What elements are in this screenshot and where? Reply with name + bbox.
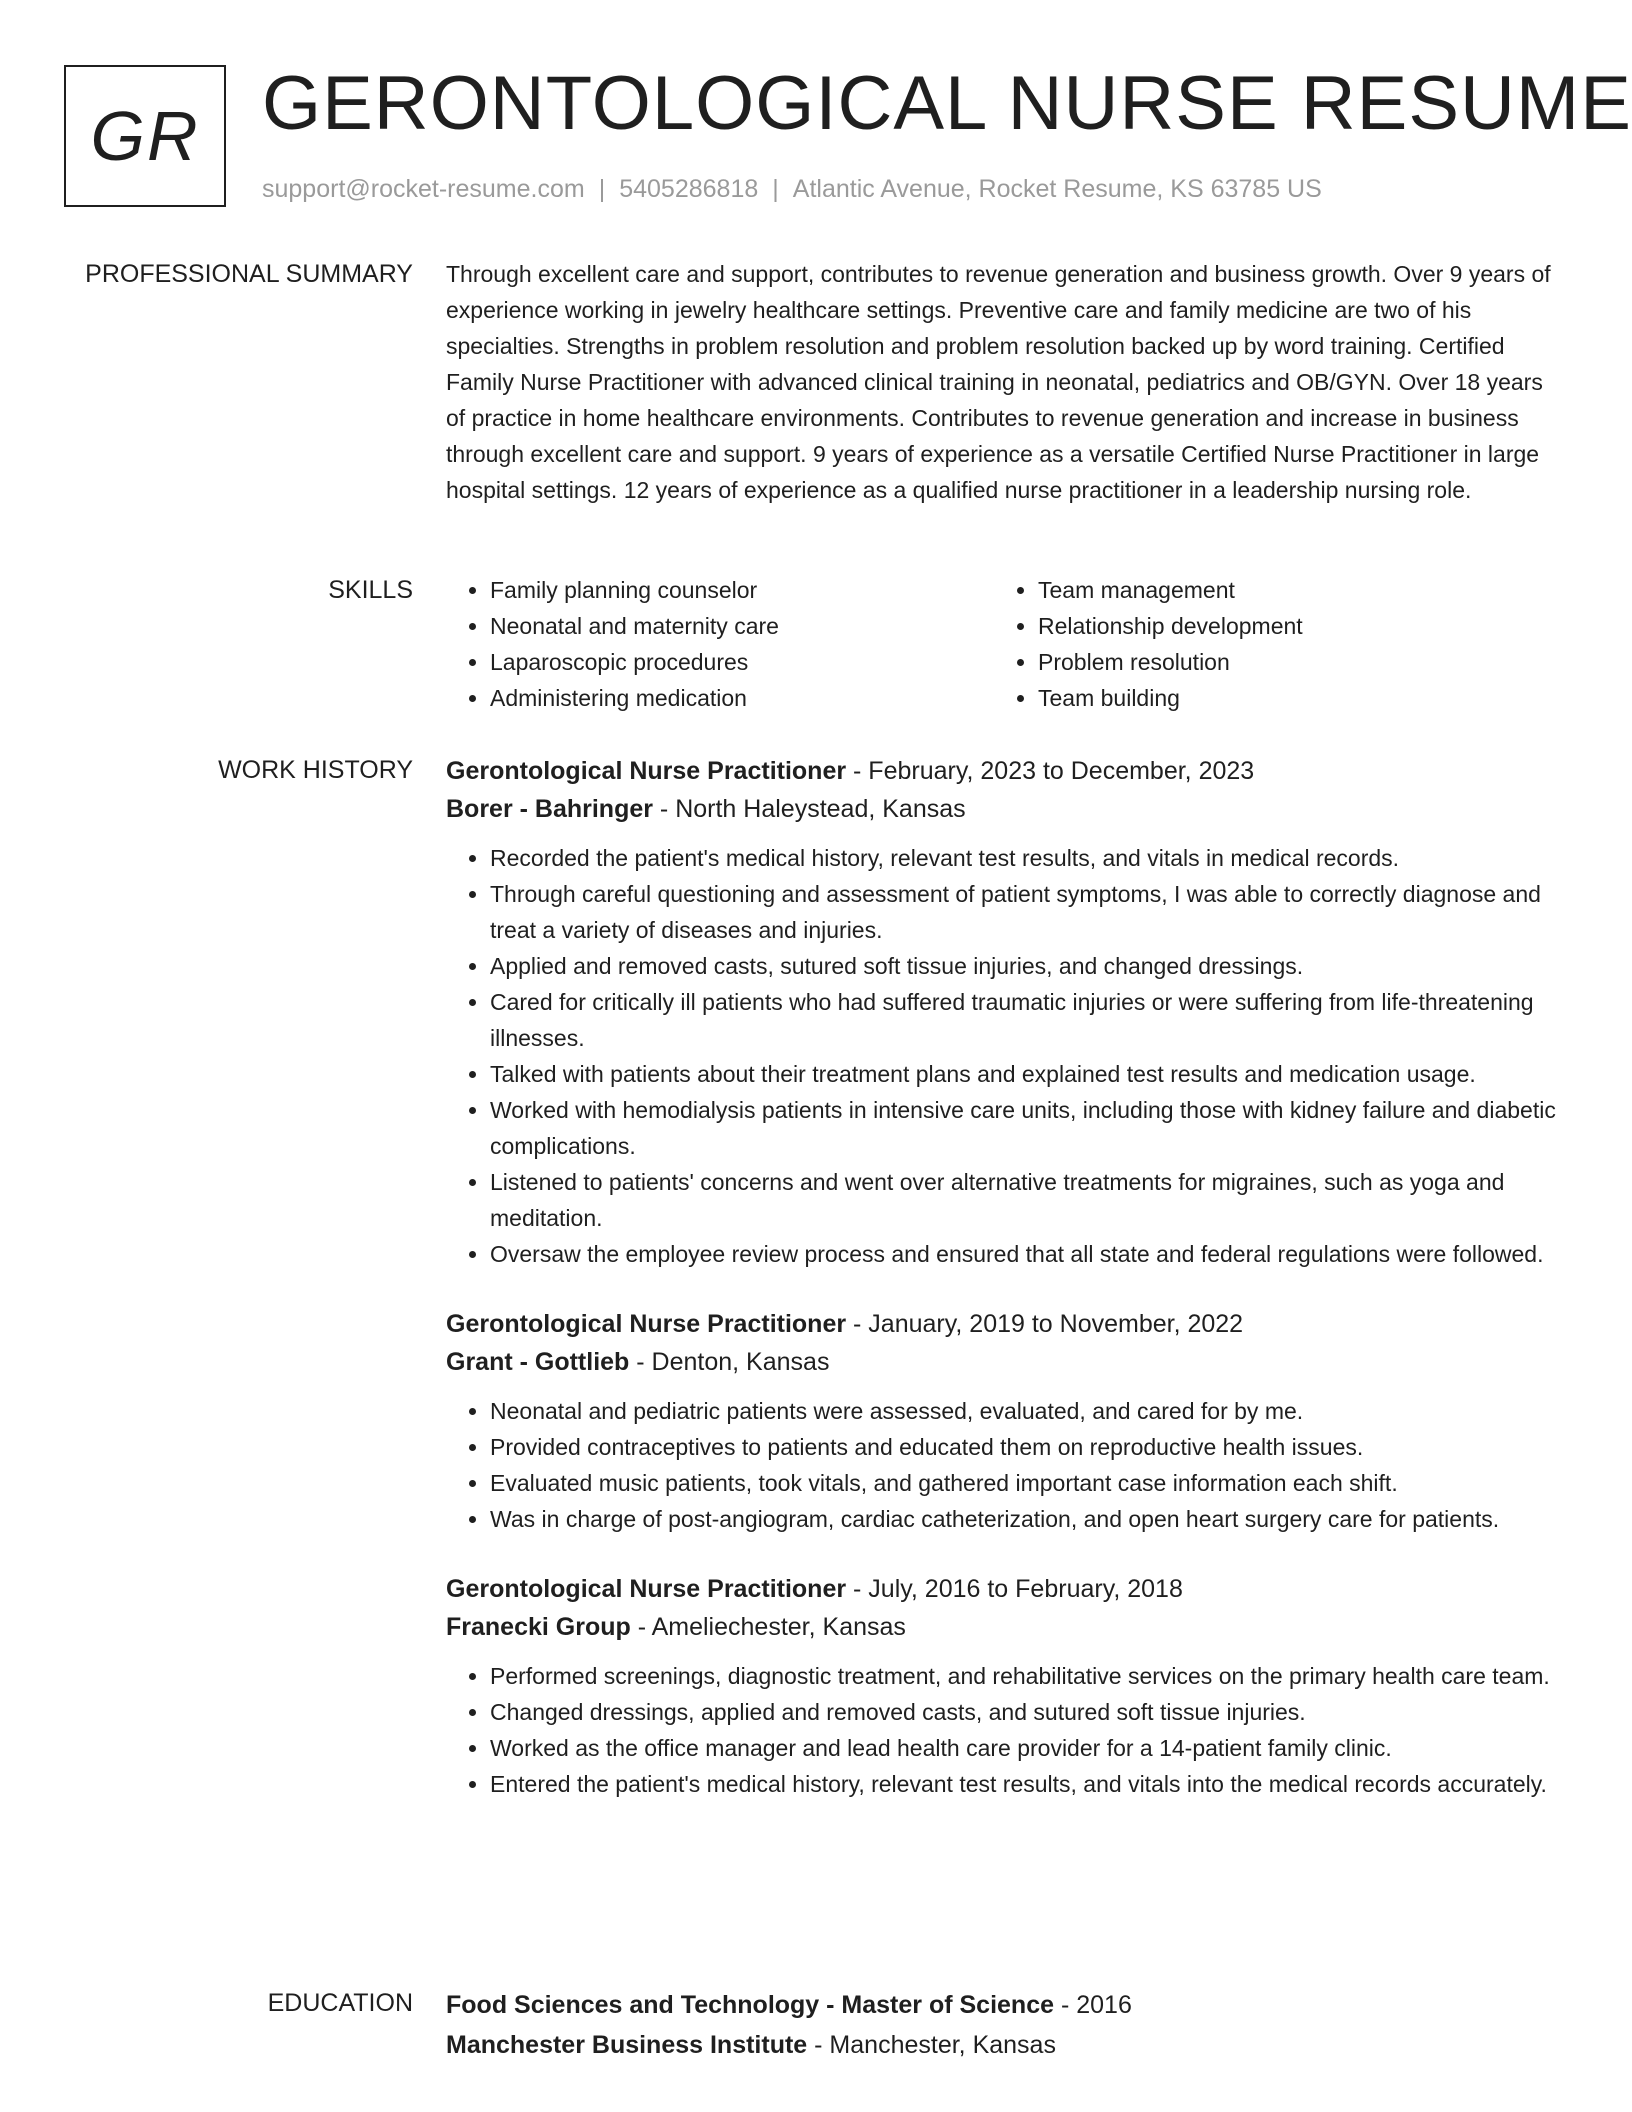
section-label: PROFESSIONAL SUMMARY <box>85 260 413 288</box>
job-company-line <box>446 1343 1566 1381</box>
job-entry <box>446 752 1566 1272</box>
job-bullets <box>446 1393 1566 1537</box>
contact-phone[interactable]: 5405286818 <box>619 175 759 203</box>
section-label: SKILLS <box>328 576 413 604</box>
job-dates: - July, 2016 to February, 2018 <box>846 1575 1183 1603</box>
section-label: WORK HISTORY <box>218 756 413 784</box>
skill-item: • Relationship development <box>1038 608 1542 644</box>
education-year: - 2016 <box>1054 1991 1132 2019</box>
job-bullet: • Entered the patient's medical history, relevant test results, and vitals into the medical records accurately. <box>490 1766 1566 1802</box>
job-bullet: • Applied and removed casts, sutured soft tissue injuries, and changed dressings. <box>490 948 1566 984</box>
job-title: Gerontological Nurse Practitioner <box>446 1575 847 1603</box>
job-bullet: • Through careful questioning and assessment of patient symptoms, I was able to correctly diagnose and treat a variety of diseases and injuries. <box>490 876 1566 948</box>
job-title: Gerontological Nurse Practitioner <box>446 757 847 785</box>
job-bullet: • Talked with patients about their treatment plans and explained test results and medication usage. <box>490 1056 1566 1092</box>
job-dates: - February, 2023 to December, 2023 <box>846 757 1255 785</box>
job-company-line <box>446 1608 1566 1646</box>
education-degree: Food Sciences and Technology - Master of Science <box>446 1991 1055 2019</box>
job-bullet: • Listened to patients' concerns and went over alternative treatments for migraines, such as yoga and meditation. <box>490 1164 1566 1236</box>
skills-list-left <box>446 572 994 716</box>
job-bullet: • Oversaw the employee review process and ensured that all state and federal regulations were followed. <box>490 1236 1566 1272</box>
education-body <box>446 1985 1566 2098</box>
education-school: Manchester Business Institute <box>446 2031 808 2059</box>
job-bullet: • Worked with hemodialysis patients in intensive care units, including those with kidney failure and diabetic complications. <box>490 1092 1566 1164</box>
monogram-text: GR <box>90 97 200 175</box>
work-body <box>446 752 1566 1835</box>
section-label: EDUCATION <box>267 1989 413 2017</box>
resume-title: GERONTOLOGICAL NURSE RESUME <box>262 61 1632 146</box>
job-bullet: • Cared for critically ill patients who had suffered traumatic injuries or were suffering from life-threatening illnesses. <box>490 984 1566 1056</box>
job-dates: - January, 2019 to November, 2022 <box>846 1310 1244 1338</box>
job-bullet: • Provided contraceptives to patients and educated them on reproductive health issues. <box>490 1429 1566 1465</box>
job-title-line <box>446 1570 1566 1608</box>
contact-email[interactable]: support@rocket-resume.com <box>262 175 585 203</box>
job-company: Grant - Gottlieb <box>446 1348 630 1376</box>
skill-item: • Problem resolution <box>1038 644 1542 680</box>
education-location: - Manchester, Kansas <box>807 2031 1056 2059</box>
job-bullet: • Worked as the office manager and lead health care provider for a 14-patient family clinic. <box>490 1730 1566 1766</box>
job-bullet: • Performed screenings, diagnostic treatment, and rehabilitative services on the primary health care team. <box>490 1658 1566 1694</box>
skills-body <box>446 572 1566 716</box>
contact-line <box>262 174 1322 204</box>
education-entry <box>446 1985 1566 2065</box>
job-title: Gerontological Nurse Practitioner <box>446 1310 847 1338</box>
job-bullet: • Recorded the patient's medical history, relevant test results, and vitals in medical records. <box>490 840 1566 876</box>
education-school-line <box>446 2025 1566 2065</box>
skill-item: • Team management <box>1038 572 1542 608</box>
skill-item: • Neonatal and maternity care <box>490 608 994 644</box>
job-location: - Denton, Kansas <box>629 1348 830 1376</box>
skill-item: • Administering medication <box>490 680 994 716</box>
summary-text: Through excellent care and support, contributes to revenue generation and business growth. Over 9 years of experience working in jewelry healthcare settings. Preventive care and family medicine are two of his specialties. Strengths in problem resolution and problem resolution backed up by word training. Certified Family Nurse Practitioner with advanced clinical training in neonatal, pediatrics and OB/GYN. Over 18 years of practice in home healthcare environments. Contributes to revenue generation and increase in business through excellent care and support. 9 years of experience as a versatile Certified Nurse Practitioner in large hospital settings. 12 years of experience as a qualified nurse practitioner in a leadership nursing role. <box>446 261 1551 503</box>
job-bullet: • Was in charge of post-angiogram, cardiac catheterization, and open heart surgery care for patients. <box>490 1501 1566 1537</box>
job-entry <box>446 1570 1566 1802</box>
job-bullet: • Changed dressings, applied and removed casts, and sutured soft tissue injuries. <box>490 1694 1566 1730</box>
job-location: - Ameliechester, Kansas <box>630 1613 906 1641</box>
monogram-badge <box>64 65 226 207</box>
summary-body <box>446 256 1566 508</box>
job-bullet: • Evaluated music patients, took vitals, and gathered important case information each shift. <box>490 1465 1566 1501</box>
job-bullets <box>446 840 1566 1272</box>
job-title-line <box>446 752 1566 790</box>
skill-item: • Laparoscopic procedures <box>490 644 994 680</box>
skills-list-right <box>994 572 1542 716</box>
job-bullet: • Neonatal and pediatric patients were assessed, evaluated, and cared for by me. <box>490 1393 1566 1429</box>
job-company: Borer - Bahringer <box>446 795 653 823</box>
job-title-line <box>446 1305 1566 1343</box>
contact-separator: | <box>772 175 779 203</box>
job-location: - North Haleystead, Kansas <box>652 795 966 823</box>
job-bullets <box>446 1658 1566 1802</box>
contact-separator: | <box>598 175 606 203</box>
skill-item: • Family planning counselor <box>490 572 994 608</box>
skill-item: • Team building <box>1038 680 1542 716</box>
job-company-line <box>446 790 1566 828</box>
job-company: Franecki Group <box>446 1613 631 1641</box>
job-entry <box>446 1305 1566 1537</box>
education-degree-line <box>446 1985 1566 2025</box>
contact-address: Atlantic Avenue, Rocket Resume, KS 63785 US <box>792 175 1322 203</box>
